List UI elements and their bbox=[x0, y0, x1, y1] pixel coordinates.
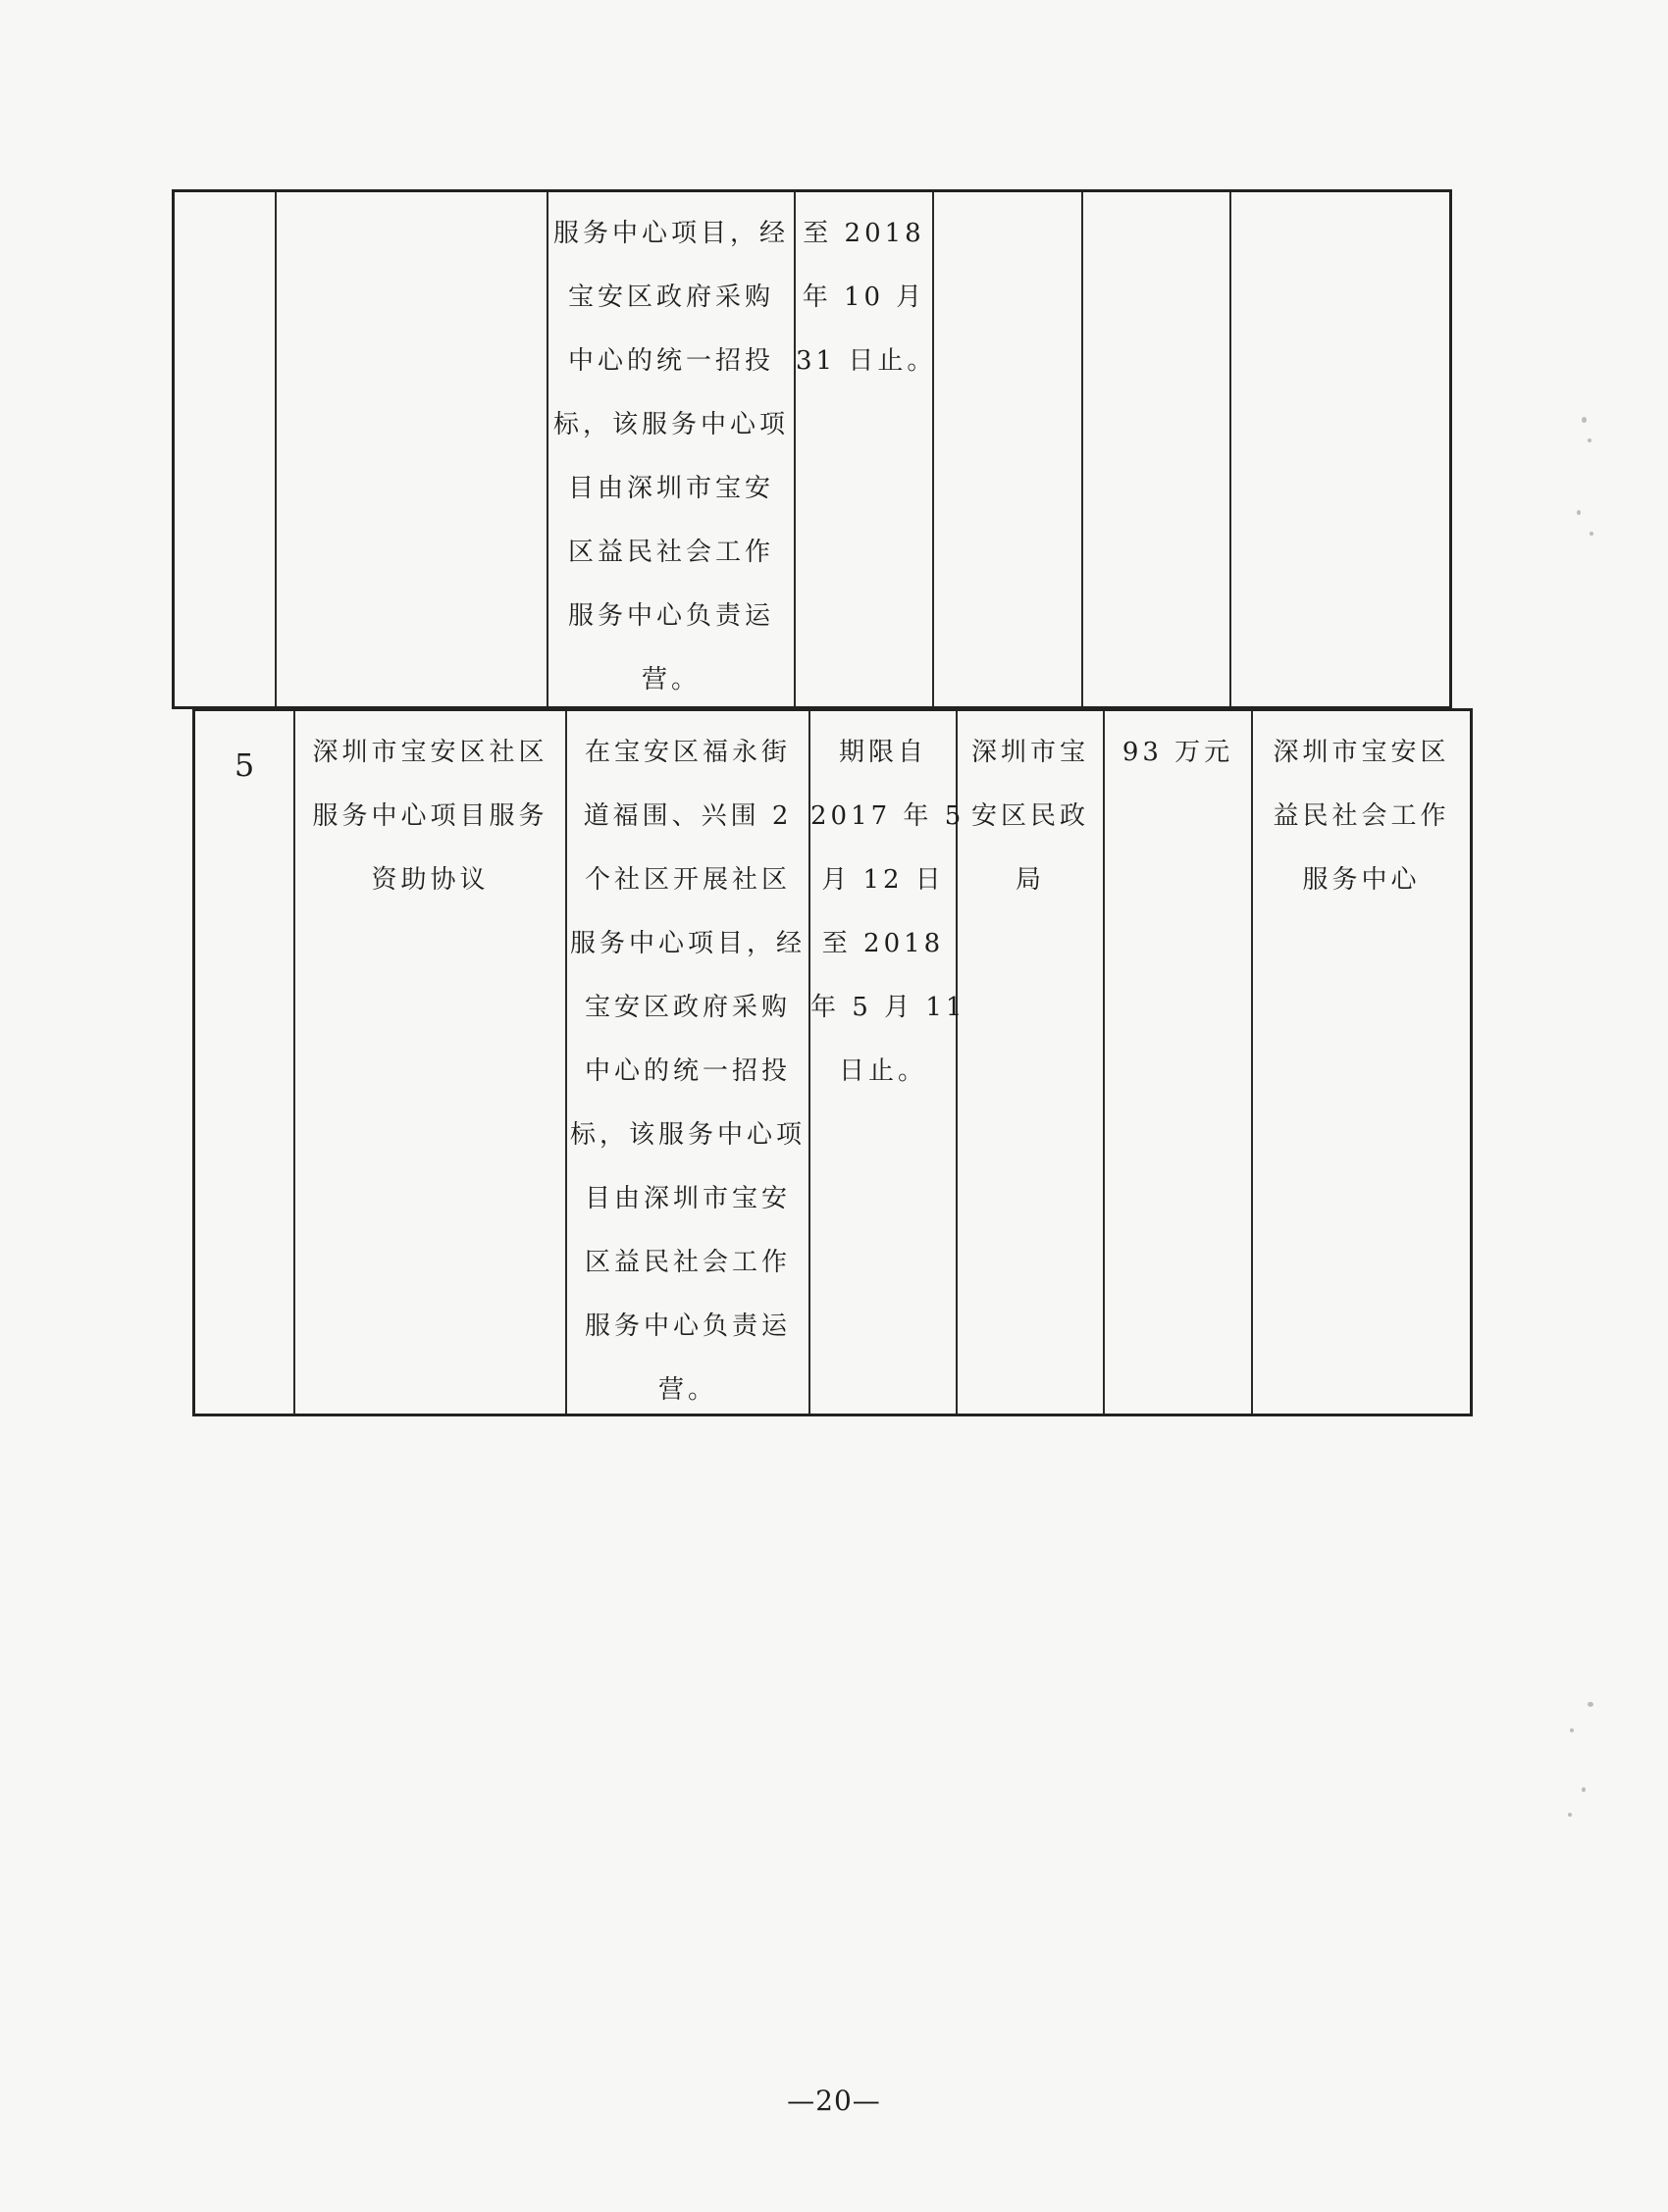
description-text: 服务中心项目，经 宝安区政府采购 中心的统一招投 标，该服务中心项 目由深圳市宝安 区益民社会工作 服务中心负责运 营。 bbox=[552, 219, 789, 694]
col-party bbox=[958, 711, 1105, 1414]
party-text: 深圳市宝 安区民政 局 bbox=[970, 738, 1089, 895]
contract-table-row-5 bbox=[192, 708, 1473, 1416]
scan-speck bbox=[1590, 532, 1593, 536]
contract-table-continuation bbox=[172, 189, 1452, 709]
row-number: 5 bbox=[234, 746, 255, 784]
col-period bbox=[796, 192, 937, 706]
scan-speck bbox=[1582, 417, 1587, 423]
col-counterparty bbox=[1253, 711, 1470, 1414]
col-number bbox=[195, 711, 295, 1414]
scan-speck bbox=[1570, 1728, 1574, 1732]
col-name bbox=[295, 711, 567, 1414]
col-amount bbox=[1083, 192, 1231, 706]
col-description bbox=[548, 192, 796, 706]
amount-text: 93 万元 bbox=[1121, 738, 1234, 767]
scan-speck bbox=[1568, 1813, 1572, 1817]
col-description bbox=[567, 711, 810, 1414]
scan-speck bbox=[1577, 510, 1581, 515]
col-amount bbox=[1105, 711, 1253, 1414]
period-text: 至 2018 年 10 月 31 日止。 bbox=[796, 219, 937, 376]
agreement-name: 深圳市宝安区社区 服务中心项目服务 资助协议 bbox=[312, 738, 548, 895]
page-number: —20— bbox=[787, 2084, 881, 2117]
col-name bbox=[277, 192, 548, 706]
col-party bbox=[934, 192, 1083, 706]
col-counterparty bbox=[1231, 192, 1449, 706]
scan-speck bbox=[1588, 1702, 1593, 1707]
col-period bbox=[810, 711, 966, 1414]
col-number bbox=[175, 192, 277, 706]
scan-speck bbox=[1582, 1787, 1586, 1792]
scan-speck bbox=[1588, 438, 1591, 442]
period-text: 期限自 2017 年 5 月 12 日 至 2018 年 5 月 11 日止。 bbox=[810, 738, 966, 1086]
counterparty-text: 深圳市宝安区 益民社会工作 服务中心 bbox=[1273, 738, 1450, 895]
description-text: 在宝安区福永街 道福围、兴围 2 个社区开展社区 服务中心项目，经 宝安区政府采购 中心的统一招投 标，该服务中心项 目由深圳市宝安 区益民社会工作 服务中心负责运 营。 bbox=[569, 738, 806, 1405]
